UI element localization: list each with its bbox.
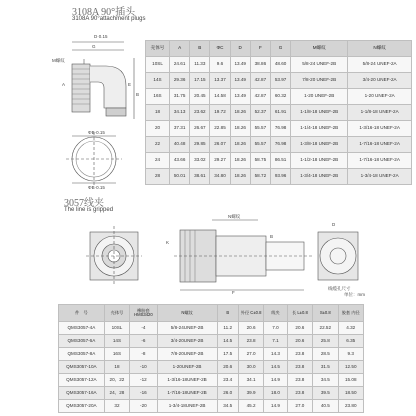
- table-cell: 7.0: [264, 322, 287, 335]
- table-cell: 13.37: [210, 73, 230, 89]
- table-cell: 93.96: [270, 169, 290, 185]
- table-cell: -10: [130, 361, 157, 374]
- table-cell: 9.6: [210, 57, 230, 73]
- table-cell: 10SL: [146, 57, 170, 73]
- col-header: 壳体号: [146, 41, 170, 57]
- table-cell: 60.32: [270, 89, 290, 105]
- table-row: [146, 73, 412, 89]
- table-cell: 20.6: [217, 361, 238, 374]
- plug-spec-table: [145, 40, 412, 185]
- table-cell: 1-3/4-18UNEF-2B: [157, 400, 217, 413]
- table-cell: 5/8-24 UNEF-2B: [291, 57, 348, 73]
- table-cell: 48.60: [270, 57, 290, 73]
- table-row: [146, 137, 412, 153]
- table-cell: 7/8-20 UNEF-2B: [291, 73, 348, 89]
- table-cell: 3/4-20UNEF-2B: [157, 335, 217, 348]
- col-header: F: [250, 41, 270, 57]
- table-cell: QMS3057-20A: [59, 400, 105, 413]
- table-cell: 19.72: [210, 105, 230, 121]
- col-header: ΦC: [210, 41, 230, 57]
- table-cell: 18.26: [230, 137, 250, 153]
- table-cell: 18.26: [230, 105, 250, 121]
- table-cell: 29.27: [210, 153, 230, 169]
- table-cell: 10SL: [104, 322, 129, 335]
- table-cell: 1-20 UNEF-2A: [348, 89, 412, 105]
- table-cell: 24: [146, 153, 170, 169]
- table-cell: 5/8-24 UNEF-2A: [348, 57, 412, 73]
- table-cell: -16: [130, 387, 157, 400]
- table-cell: 14.3: [264, 348, 287, 361]
- col-header: A: [170, 41, 190, 57]
- col-header: 线夹: [264, 305, 287, 322]
- section2-title-en: The line is gripped: [64, 207, 114, 213]
- table-cell: 1-20 UNEF-2B: [291, 89, 348, 105]
- label-a: A: [62, 82, 66, 87]
- col-header: B: [217, 305, 238, 322]
- table-cell: 23.8: [287, 387, 312, 400]
- table-cell: 33.02: [190, 153, 210, 169]
- table-cell: -8: [130, 348, 157, 361]
- table-cell: 53.97: [270, 73, 290, 89]
- table-cell: 12.50: [338, 361, 364, 374]
- table-cell: 37.31: [170, 121, 190, 137]
- table-cell: QMS3057-6A: [59, 335, 105, 348]
- table-cell: 34.80: [210, 169, 230, 185]
- table-row: [146, 153, 412, 169]
- table-cell: 39.5: [313, 387, 338, 400]
- table-cell: 29.85: [190, 137, 210, 153]
- unit-label: 单位：mm: [344, 292, 365, 297]
- label-b: B: [270, 234, 274, 239]
- table-cell: 22.85: [210, 121, 230, 137]
- table-cell: -20: [130, 400, 157, 413]
- table-cell: 23.8: [287, 374, 312, 387]
- table-cell: -4: [130, 322, 157, 335]
- table-cell: QMS3057-16A: [59, 387, 105, 400]
- table-cell: 23.62: [190, 105, 210, 121]
- col-header: 外径 C±0.8: [238, 305, 263, 322]
- table-cell: 24.61: [170, 57, 190, 73]
- table-cell: 14S: [146, 73, 170, 89]
- table-cell: -6: [130, 335, 157, 348]
- col-header: 件 号: [59, 305, 105, 322]
- table-cell: 1-7/16-18 UNEF-2A: [348, 153, 412, 169]
- table-cell: 76.98: [270, 121, 290, 137]
- table-row: [59, 387, 364, 400]
- table-cell: 23.8: [287, 348, 312, 361]
- col-header: 胶套 内径: [338, 305, 364, 322]
- table-cell: 50.01: [170, 169, 190, 185]
- table-cell: 16S: [104, 348, 129, 361]
- table-row: [146, 89, 412, 105]
- table-cell: 38.86: [250, 57, 270, 73]
- section1-title-en: 3108A 90°attachment plugs: [72, 16, 146, 22]
- table-cell: 52.37: [250, 105, 270, 121]
- label-g: G: [92, 44, 96, 49]
- table-cell: 16S: [146, 89, 170, 105]
- table-cell: 30.0: [238, 361, 263, 374]
- table-cell: 4.32: [338, 322, 364, 335]
- label-d: D·0.15: [94, 34, 108, 39]
- table-cell: 34.5: [217, 400, 238, 413]
- table-row: [146, 57, 412, 73]
- table-cell: 18.26: [230, 153, 250, 169]
- table-cell: 31.5: [313, 361, 338, 374]
- table-row: [59, 361, 364, 374]
- table-cell: 13.49: [230, 89, 250, 105]
- table-cell: 27.0: [238, 348, 263, 361]
- col-header: N螺纹: [348, 41, 412, 57]
- col-header: N螺纹: [157, 305, 217, 322]
- table-cell: 14.5: [264, 361, 287, 374]
- table-cell: 26.67: [190, 121, 210, 137]
- label-nthread: N螺纹: [228, 214, 241, 219]
- table-cell: 18.26: [230, 169, 250, 185]
- table-cell: 20.6: [287, 322, 312, 335]
- col-header: S±0.8: [313, 305, 338, 322]
- table-cell: 40.5: [313, 400, 338, 413]
- table-row: [59, 400, 364, 413]
- table-cell: 29.36: [170, 73, 190, 89]
- table-cell: 14.5: [217, 335, 238, 348]
- table-cell: 20、22: [104, 374, 129, 387]
- table-cell: 17.15: [190, 73, 210, 89]
- table-cell: 1-7/16-18UNEF-2B: [157, 387, 217, 400]
- table-cell: 11.2: [217, 322, 238, 335]
- table-cell: 39.9: [238, 387, 263, 400]
- clamp-spec-table: [58, 304, 364, 413]
- table-cell: 1-1/4-18 UNEF-2B: [291, 121, 348, 137]
- table-cell: -12: [130, 374, 157, 387]
- label-mthread: M螺纹: [52, 58, 65, 63]
- table-row: [59, 322, 364, 335]
- table-cell: 23.80: [338, 400, 364, 413]
- table-cell: 28: [146, 169, 170, 185]
- label-e: E: [128, 82, 132, 87]
- table-cell: 17.5: [217, 348, 238, 361]
- table-cell: 43.66: [170, 153, 190, 169]
- table-cell: 1-3/4-18 UNEF-2B: [291, 169, 348, 185]
- table-cell: 34.13: [170, 105, 190, 121]
- table-cell: 76.98: [270, 137, 290, 153]
- table-cell: 25.8: [313, 335, 338, 348]
- table-cell: 1-1/8-18 UNEF-2B: [291, 105, 348, 121]
- table-cell: 7/8-20UNEF-2B: [157, 348, 217, 361]
- table-cell: 42.87: [250, 73, 270, 89]
- table-cell: 32: [104, 400, 129, 413]
- table-row: [146, 169, 412, 185]
- col-header: M螺纹: [291, 41, 348, 57]
- table-header-row: [146, 41, 412, 57]
- table-cell: 1-1/2-18 UNEF-2B: [291, 153, 348, 169]
- table-cell: 14.9: [264, 374, 287, 387]
- table-cell: 6.35: [338, 335, 364, 348]
- table-cell: 14S: [104, 335, 129, 348]
- table-cell: 61.91: [270, 105, 290, 121]
- table-cell: 18.50: [338, 387, 364, 400]
- table-cell: 7.1: [264, 335, 287, 348]
- table-cell: 22: [146, 137, 170, 153]
- table-cell: 18: [146, 105, 170, 121]
- table-cell: 1-3/8-18 UNEF-2B: [291, 137, 348, 153]
- table-cell: 14.9: [264, 400, 287, 413]
- table-cell: 38.61: [190, 169, 210, 185]
- table-cell: 23.8: [238, 335, 263, 348]
- table-cell: 34.1: [238, 374, 263, 387]
- table-cell: 20.45: [190, 89, 210, 105]
- table-row: [59, 335, 364, 348]
- table-cell: 55.57: [250, 121, 270, 137]
- col-header: 橡胶套 HMS3420: [130, 305, 157, 322]
- section1-title-cn: 3108A 90°插头: [72, 7, 136, 18]
- col-header: 长 L±0.8: [287, 305, 312, 322]
- label-f: F: [232, 290, 235, 295]
- section2-title-cn: 3057线夹: [64, 198, 104, 209]
- table-cell: 5/8-24UNEF-2B: [157, 322, 217, 335]
- col-header: B: [190, 41, 210, 57]
- table-cell: QMS3057-10A: [59, 361, 105, 374]
- table-cell: QMS3057-8A: [59, 348, 105, 361]
- table-cell: 18.26: [230, 121, 250, 137]
- table-cell: 28.5: [313, 348, 338, 361]
- table-cell: 40.48: [170, 137, 190, 153]
- table-cell: 42.87: [250, 89, 270, 105]
- table-cell: 26.0: [217, 387, 238, 400]
- table-header-row: [59, 305, 364, 322]
- table-cell: 24、28: [104, 387, 129, 400]
- table-cell: 34.5: [313, 374, 338, 387]
- table-cell: 1-3/16-18UNEF-2B: [157, 374, 217, 387]
- table-cell: 26.07: [210, 137, 230, 153]
- label-dim3: ΦB·0.15: [88, 185, 105, 190]
- clamp-drawing: [82, 214, 372, 296]
- table-cell: 1-20UNEF-2B: [157, 361, 217, 374]
- col-header: D: [230, 41, 250, 57]
- table-cell: 55.57: [250, 137, 270, 153]
- table-cell: 20.6: [238, 322, 263, 335]
- table-cell: 9.3: [338, 348, 364, 361]
- table-row: [59, 348, 364, 361]
- label-d: D: [332, 222, 336, 227]
- table-cell: 45.2: [238, 400, 263, 413]
- table-cell: QMS3057-4A: [59, 322, 105, 335]
- table-cell: 86.51: [270, 153, 290, 169]
- table-cell: 31.75: [170, 89, 190, 105]
- table-cell: 13.49: [230, 73, 250, 89]
- label-dim2: ΦB·0.15: [88, 130, 105, 135]
- table-cell: 23.8: [287, 361, 312, 374]
- table-cell: 18: [104, 361, 129, 374]
- table-row: [59, 374, 364, 387]
- table-cell: 20.6: [287, 335, 312, 348]
- table-cell: 18.0: [264, 387, 287, 400]
- label-cable-hole: 线缆孔尺寸: [328, 286, 351, 291]
- table-cell: 1-3/16-18 UNEF-2A: [348, 121, 412, 137]
- table-row: [146, 105, 412, 121]
- col-header: 壳体号: [104, 305, 129, 322]
- table-cell: QMS3057-12A: [59, 374, 105, 387]
- col-header: G: [270, 41, 290, 57]
- table-cell: 27.0: [287, 400, 312, 413]
- label-b: B: [136, 92, 140, 97]
- table-cell: 14.58: [210, 89, 230, 105]
- table-cell: 15.08: [338, 374, 364, 387]
- table-cell: 13.49: [230, 57, 250, 73]
- table-cell: 58.72: [250, 169, 270, 185]
- table-cell: 20: [146, 121, 170, 137]
- label-k: K: [166, 240, 170, 245]
- table-row: [146, 121, 412, 137]
- table-cell: 1-7/16-18 UNEF-2A: [348, 137, 412, 153]
- table-cell: 1-1/8-18 UNEF-2A: [348, 105, 412, 121]
- table-cell: 23.4: [217, 374, 238, 387]
- table-cell: 58.75: [250, 153, 270, 169]
- table-cell: 22.52: [313, 322, 338, 335]
- plug-drawing: [44, 24, 144, 190]
- table-cell: 3/4-20 UNEF-2A: [348, 73, 412, 89]
- table-cell: 1-3/4-18 UNEF-2A: [348, 169, 412, 185]
- table-cell: 11.33: [190, 57, 210, 73]
